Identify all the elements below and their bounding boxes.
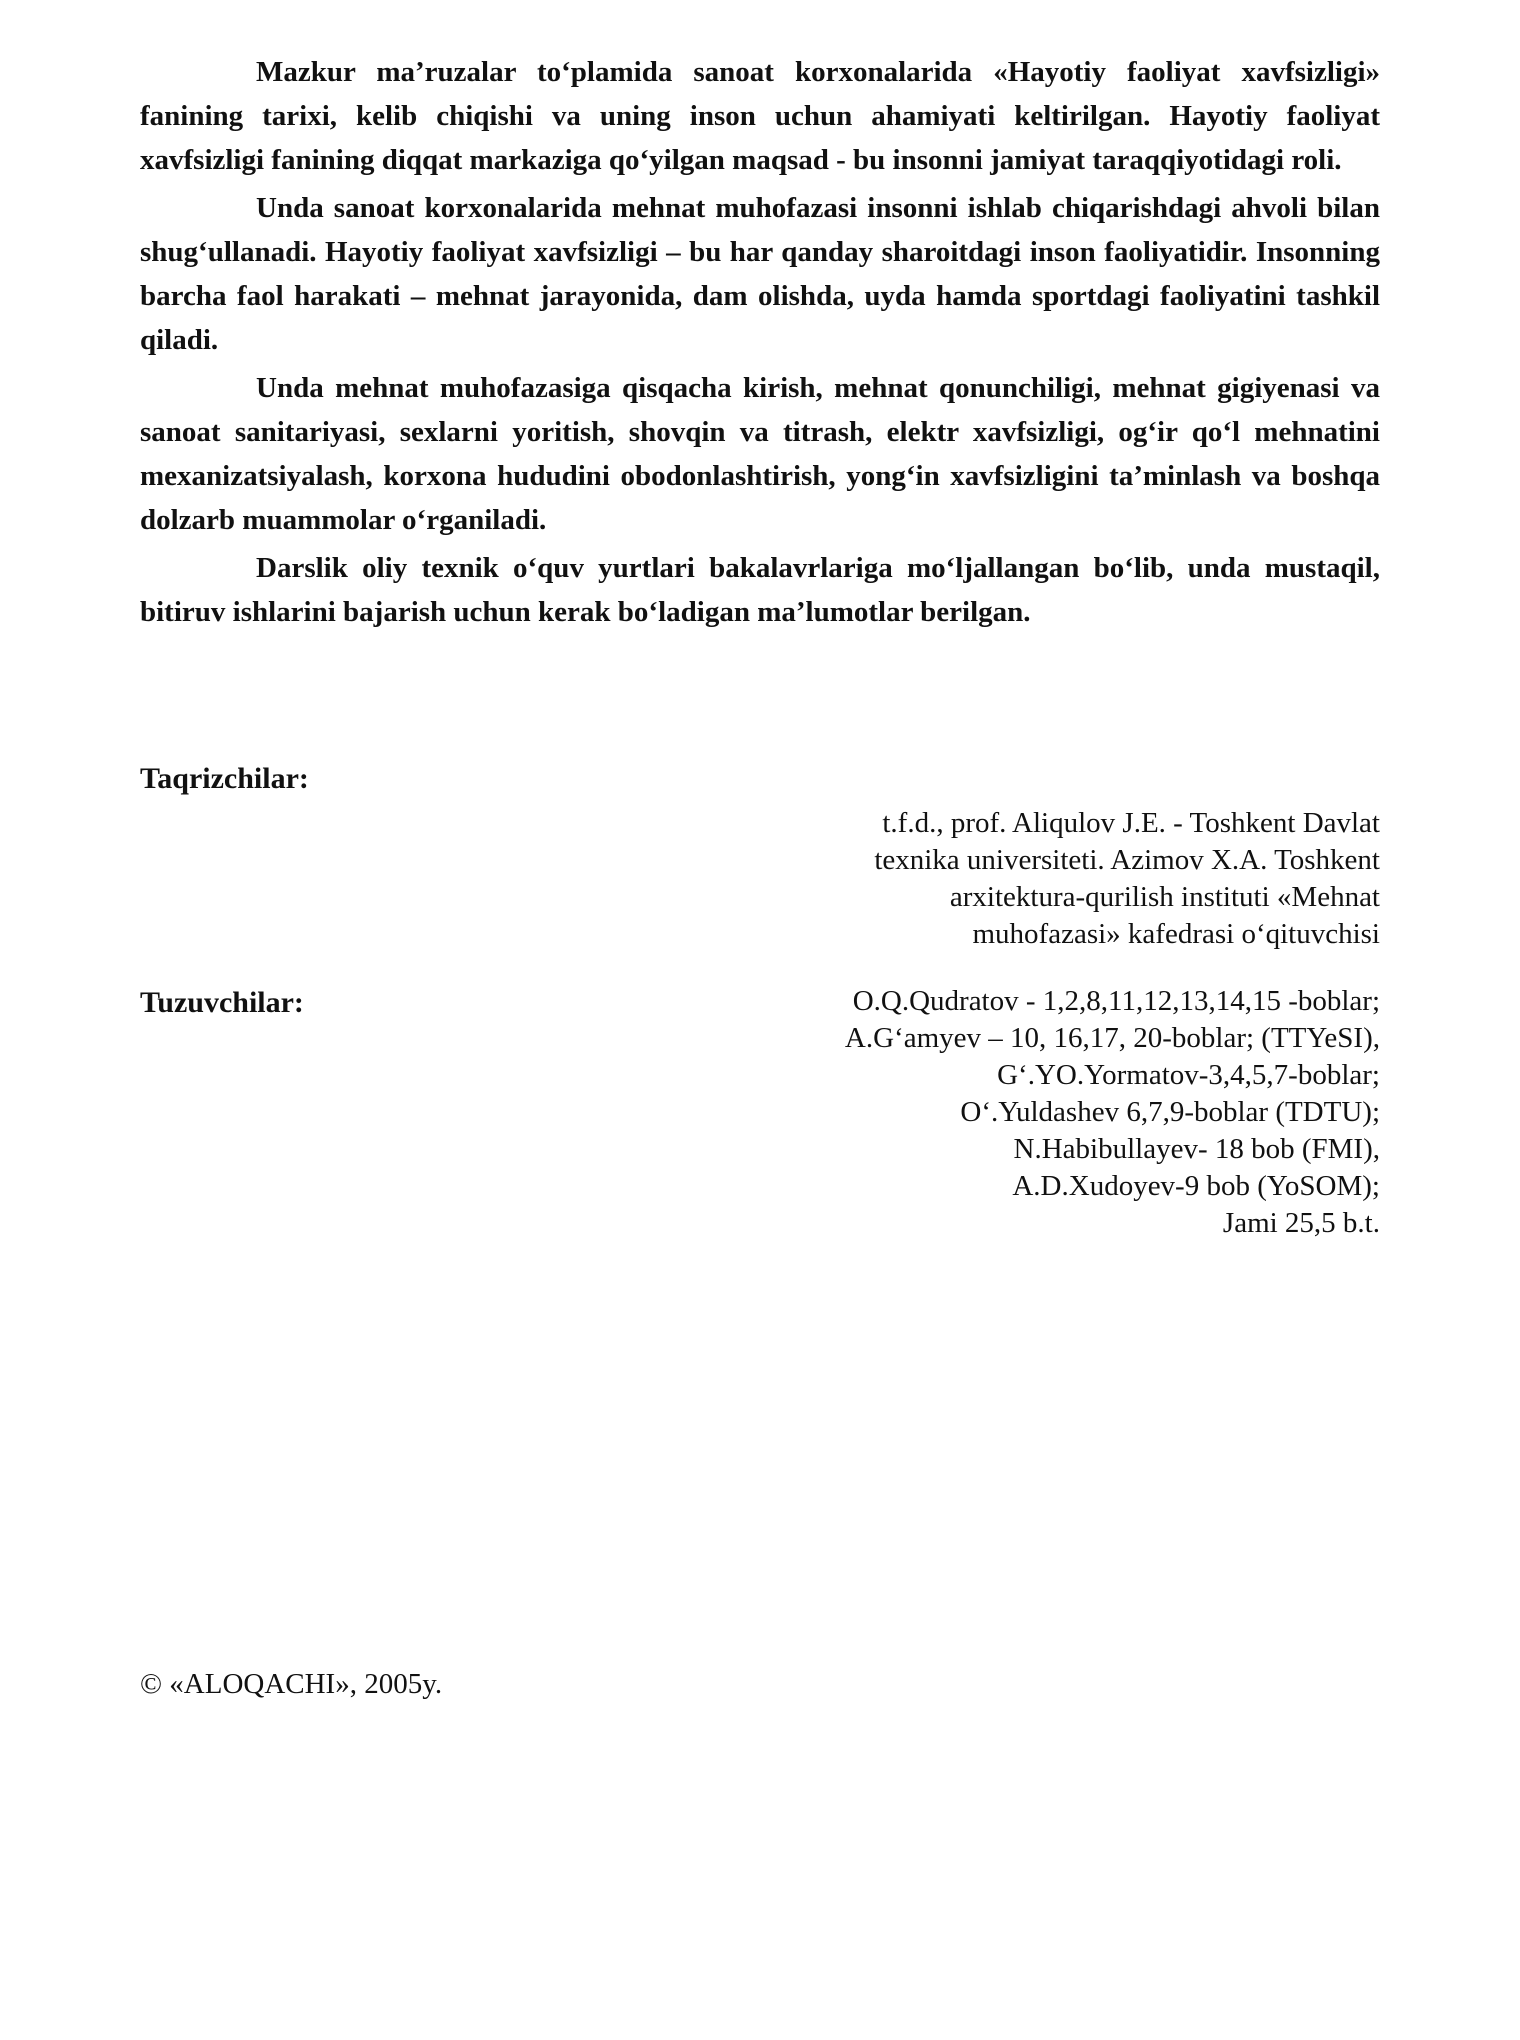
copyright-notice: © «ALOQACHI», 2005y.	[140, 1668, 443, 1700]
compilers-list	[845, 983, 1380, 1242]
abstract-paragraph: Mazkur ma’ruzalar to‘plamida sanoat korxonalarida «Hayotiy faoliyat xavfsizligi» fanining tarixi, kelib chiqishi va uning inson uchun ahamiyati keltirilgan. Hayotiy faoliyat xavfsizligi fanining diqqat markaziga qo‘yilgan maqsad - bu insonni jamiyat taraqqiyotidagi roli.	[140, 56, 1380, 176]
total-volume: Jami 25,5 b.t.	[1222, 1207, 1380, 1239]
compiler-line: O.Q.Qudratov - 1,2,8,11,12,13,14,15 -boblar;	[852, 985, 1380, 1017]
reviewer-line: t.f.d., prof. Aliqulov J.E. - Toshkent Davlat	[882, 807, 1380, 839]
reviewers-list	[874, 805, 1380, 953]
compiler-line: A.D.Xudoyev-9 bob (YoSOM);	[1012, 1170, 1380, 1202]
compiler-line: O‘.Yuldashev 6,7,9-boblar (TDTU);	[960, 1096, 1380, 1128]
abstract-paragraph: Unda sanoat korxonalarida mehnat muhofazasi insonni ishlab chiqarishdagi ahvoli bilan shug‘ullanadi. Hayotiy faoliyat xavfsizligi – bu har qanday sharoitdagi inson faoliyatidir. Insonning barcha faol harakati – mehnat jarayonida, dam olishda, uyda hamda sportdagi faoliyatini tashkil qiladi.	[140, 192, 1380, 356]
abstract-paragraph: Darslik oliy texnik o‘quv yurtlari bakalavrlariga mo‘ljallangan bo‘lib, unda mustaqil, bitiruv ishlarini bajarish uchun kerak bo‘ladigan ma’lumotlar berilgan.	[140, 552, 1380, 628]
reviewers-label: Taqrizchilar:	[140, 762, 309, 795]
compiler-line: N.Habibullayev- 18 bob (FMI),	[1013, 1133, 1380, 1165]
abstract-paragraph: Unda mehnat muhofazasiga qisqacha kirish, mehnat qonunchiligi, mehnat gigiyenasi va sanoat sanitariyasi, sexlarni yoritish, shovqin va titrash, elektr xavfsizligi, og‘ir qo‘l mehnatini mexanizatsiyalash, korxona hududini obodonlashtirish, yong‘in xavfsizligini ta’minlash va boshqa dolzarb muammolar o‘rganiladi.	[140, 372, 1380, 536]
compiler-line: A.G‘amyev – 10, 16,17, 20-boblar; (TTYeSI),	[844, 1022, 1380, 1054]
reviewer-line: texnika universiteti. Azimov X.A. Toshkent	[874, 844, 1380, 876]
abstract-text	[140, 50, 1380, 638]
reviewer-line: arxitektura-qurilish instituti «Mehnat	[949, 881, 1380, 913]
compiler-line: G‘.YO.Yormatov-3,4,5,7-boblar;	[997, 1059, 1380, 1091]
compilers-label: Tuzuvchilar:	[140, 986, 304, 1019]
reviewer-line: muhofazasi» kafedrasi o‘qituvchisi	[972, 918, 1380, 950]
